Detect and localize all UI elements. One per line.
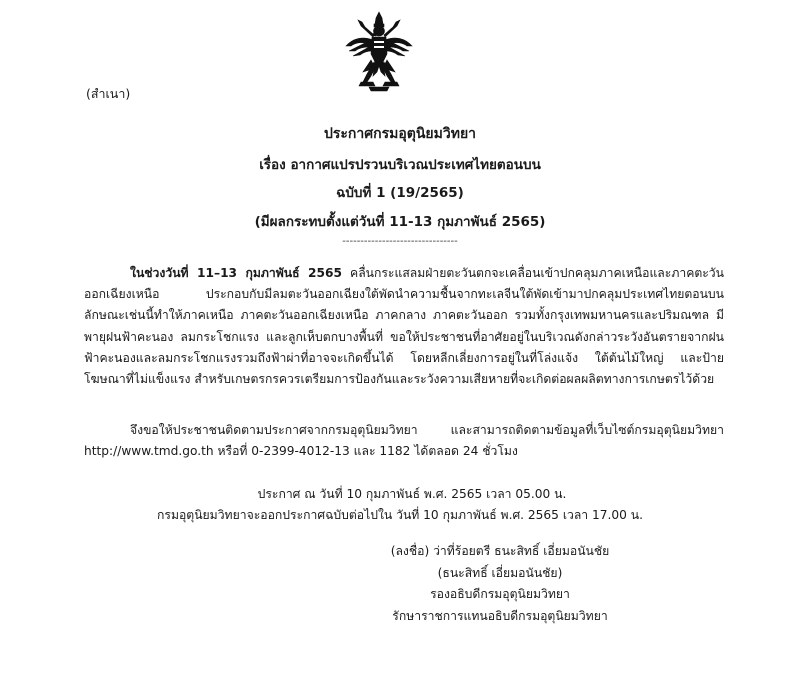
warning-paragraph: [84, 263, 724, 390]
copy-label: (สำเนา): [86, 86, 131, 101]
warning-body: คลื่นกระแสลมฝ่ายตะวันตกจะเคลื่อนเข้าปกคลุมภาคเหนือและภาคตะวันออกเฉียงเหนือ ประกอบกับมีลมตะวันออกเฉียงใต้พัดนำความชื้นจากทะเลจีนใต้พัดเข้ามาปกคลุมประเทศไทยตอนบน ลักษณะเช่นนี้ทำให้ภาคเหนือ ภาคตะวันออกเฉียงเหนือ ภาคกลาง ภาคตะวันออก รวมทั้งกรุงเทพมหานครและปริมณฑล มีพายุฝนฟ้าคะนอง ลมกระโชกแรง และลูกเห็บตกบางพื้นที่ ขอให้ประชาชนที่อาศัยอยู่ในบริเวณดังกล่าวระวังอันตรายจากฝนฟ้าคะนองและลมกระโชกแรงรวมถึงฟ้าผ่าที่อาจจะเกิดขึ้นได้ โดยหลีกเลี่ยงการอยู่ในที่โล่งแจ้ง ใต้ต้นไม้ใหญ่ และป้ายโฆษณาที่ไม่แข็งแรง สำหรับเกษตรกรควรเตรียมการป้องกันและระวังความเสียหายที่จะเกิดต่อผลผลิตทางการเกษตรไว้ด้วย: [84, 266, 724, 387]
signatory-name: (ธนะสิทธิ์ เอี่ยมอนันชัย): [437, 565, 563, 580]
announcement-subject: เรื่อง อากาศแปรปรวนบริเวณประเทศไทยตอนบน: [259, 157, 541, 173]
signature-block: [300, 541, 700, 627]
warning-period: ในช่วงวันที่ 11–13 กุมภาพันธ์ 2565: [130, 266, 342, 280]
issued-at: ประกาศ ณ วันที่ 10 กุมภาพันธ์ พ.ศ. 2565 เวลา 05.00 น.: [257, 487, 567, 501]
announcement-issue-number: ฉบับที่ 1 (19/2565): [336, 185, 464, 201]
signatory-position: รองอธิบดีกรมอุตุนิยมวิทยา: [430, 587, 570, 601]
separator-line: --------------------------------: [342, 236, 458, 247]
effective-period: (มีผลกระทบตั้งแต่วันที่ 11-13 กุมภาพันธ์ 2565): [254, 214, 546, 230]
next-issue-notice: กรมอุตุนิยมวิทยาจะออกประกาศฉบับต่อไปใน วันที่ 10 กุมภาพันธ์ พ.ศ. 2565 เวลา 17.00 น.: [157, 508, 643, 522]
announcement-title: ประกาศกรมอุตุนิยมวิทยา: [323, 126, 477, 142]
signatory-acting-role: รักษาราชการแทนอธิบดีกรมอุตุนิยมวิทยา: [392, 608, 608, 623]
signature-line: (ลงชื่อ) ว่าที่ร้อยตรี ธนะสิทธิ์ เอี่ยมอนันชัย: [390, 544, 610, 558]
follow-up-paragraph: จึงขอให้ประชาชนติดตามประกาศจากกรมอุตุนิยมวิทยา และสามารถติดตามข้อมูลที่เว็บไซต์กรมอุตุนิยมวิทยา http://www.tmd.go.th หรือที่ 0-2399-4012-13 และ 1182 ได้ตลอด 24 ชั่วโมง: [84, 423, 724, 459]
garuda-emblem-icon: [343, 10, 415, 92]
